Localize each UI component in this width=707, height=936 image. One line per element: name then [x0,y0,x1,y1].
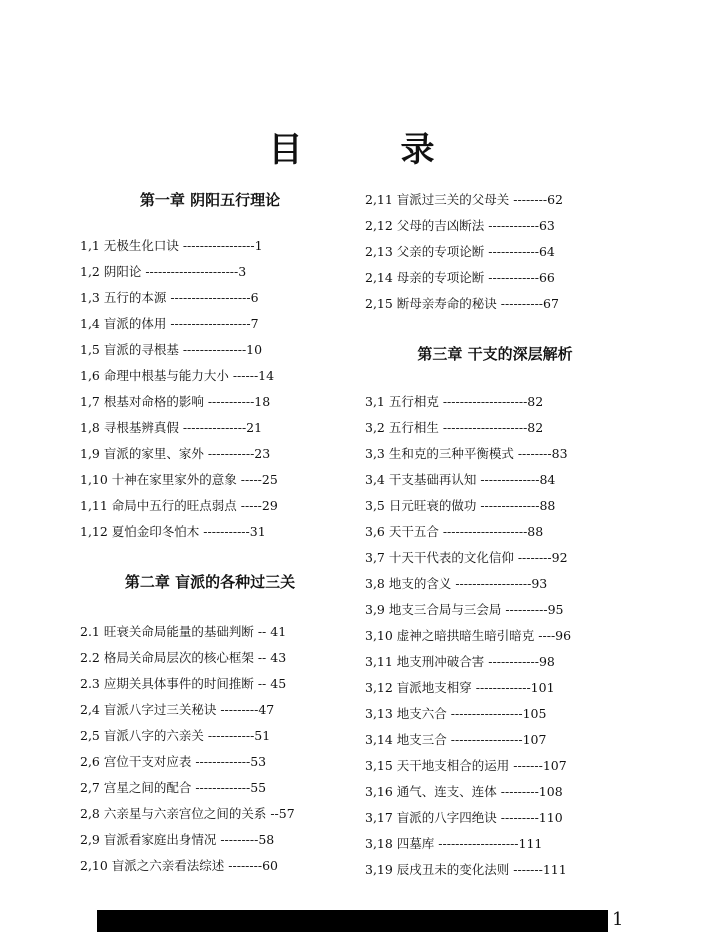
toc-entry[interactable]: 2,14 母亲的专项论断 ------------66 [365,270,555,285]
toc-left-column [80,185,340,879]
toc-entry[interactable]: 2.3 应期关具体事件的时间推断 -- 45 [80,676,287,691]
toc-entry[interactable]: 1,7 根基对命格的影响 -----------18 [80,394,271,409]
toc-entry[interactable]: 2.1 旺衰关命局能量的基础判断 -- 41 [80,624,287,639]
toc-entry[interactable]: 2,5 盲派八字的六亲关 -----------51 [80,728,271,743]
toc-entry[interactable]: 3,16 通气、连支、连体 ---------108 [365,784,563,799]
toc-entry[interactable]: 3,12 盲派地支相穿 -------------101 [365,680,555,695]
footer-bar [97,910,608,932]
toc-entry[interactable]: 1,4 盲派的体用 -------------------7 [80,316,259,331]
toc-entry[interactable]: 3,9 地支三合局与三会局 ----------95 [365,602,564,617]
toc-entry[interactable]: 2,9 盲派看家庭出身情况 ---------58 [80,832,275,847]
chapter-2-entries [80,619,340,879]
toc-entry[interactable]: 3,14 地支三合 -----------------107 [365,732,547,747]
toc-title: 目 录 [268,130,467,170]
toc-entry[interactable]: 2,7 宫星之间的配合 -------------55 [80,780,267,795]
toc-entry[interactable]: 3,19 辰戌丑未的变化法则 -------111 [365,862,567,877]
toc-entry[interactable]: 2,12 父母的吉凶断法 ------------63 [365,218,555,233]
chapter-heading-1: 第一章 阴阳五行理论 [139,191,281,209]
toc-entry[interactable]: 3,7 十天干代表的文化信仰 --------92 [365,550,568,565]
toc-entry[interactable]: 1,1 无极生化口诀 -----------------1 [80,238,263,253]
toc-entry[interactable]: 1,2 阴阳论 ----------------------3 [80,264,247,279]
toc-entry[interactable]: 1,8 寻根基辨真假 ---------------21 [80,420,263,435]
toc-entry[interactable]: 3,2 五行相生 --------------------82 [365,420,544,435]
toc-entry[interactable]: 1,11 命局中五行的旺点弱点 -----29 [80,498,278,513]
toc-entry[interactable]: 2,10 盲派之六亲看法综述 --------60 [80,858,278,873]
toc-entry[interactable]: 1,10 十神在家里家外的意象 -----25 [80,472,278,487]
toc-entry[interactable]: 2,8 六亲星与六亲宫位之间的关系 --57 [80,806,295,821]
toc-entry[interactable]: 2.2 格局关命局层次的核心框架 -- 43 [80,650,287,665]
toc-entry[interactable]: 2,15 断母亲寿命的秘诀 ----------67 [365,296,559,311]
toc-entry[interactable]: 2,6 宫位干支对应表 -------------53 [80,754,267,769]
toc-entry[interactable]: 2,13 父亲的专项论断 ------------64 [365,244,555,259]
toc-entry[interactable]: 1,9 盲派的家里、家外 -----------23 [80,446,271,461]
toc-entry[interactable]: 1,6 命理中根基与能力大小 ------14 [80,368,275,383]
toc-entry[interactable]: 3,13 地支六合 -----------------105 [365,706,547,721]
toc-entry[interactable]: 3,3 生和克的三种平衡模式 --------83 [365,446,568,461]
toc-entry[interactable]: 3,10 虚神之暗拱暗生暗引暗克 ----96 [365,628,572,643]
page-number: 1 [612,909,624,930]
toc-entry[interactable]: 3,6 天干五合 --------------------88 [365,524,544,539]
toc-entry[interactable]: 1,12 夏怕金印冬怕木 -----------31 [80,524,266,539]
toc-entry[interactable]: 3,4 干支基础再认知 --------------84 [365,472,556,487]
chapter-heading-2: 第二章 盲派的各种过三关 [124,573,296,591]
toc-entry[interactable]: 2,4 盲派八字过三关秘诀 ---------47 [80,702,275,717]
chapter-heading-3: 第三章 干支的深层解析 [417,345,573,363]
toc-entry[interactable]: 1,3 五行的本源 -------------------6 [80,290,259,305]
chapter-1-entries [80,233,340,545]
toc-entry[interactable]: 3,11 地支刑冲破合害 ------------98 [365,654,555,669]
toc-entry[interactable]: 3,5 日元旺衰的做功 --------------88 [365,498,556,513]
toc-right-column [365,187,625,883]
toc-entry[interactable]: 3,15 天干地支相合的运用 -------107 [365,758,567,773]
toc-entry[interactable]: 3,17 盲派的八字四绝诀 ---------110 [365,810,563,825]
toc-entry[interactable]: 3,8 地支的含义 ------------------93 [365,576,548,591]
toc-entry[interactable]: 3,18 四墓库 -------------------111 [365,836,543,851]
chapter-3-entries [365,389,625,883]
toc-entry[interactable]: 2,11 盲派过三关的父母关 --------62 [365,192,563,207]
toc-entry[interactable]: 1,5 盲派的寻根基 ---------------10 [80,342,263,357]
toc-entry[interactable]: 3,1 五行相克 --------------------82 [365,394,544,409]
chapter-2-continued-entries [365,187,625,317]
